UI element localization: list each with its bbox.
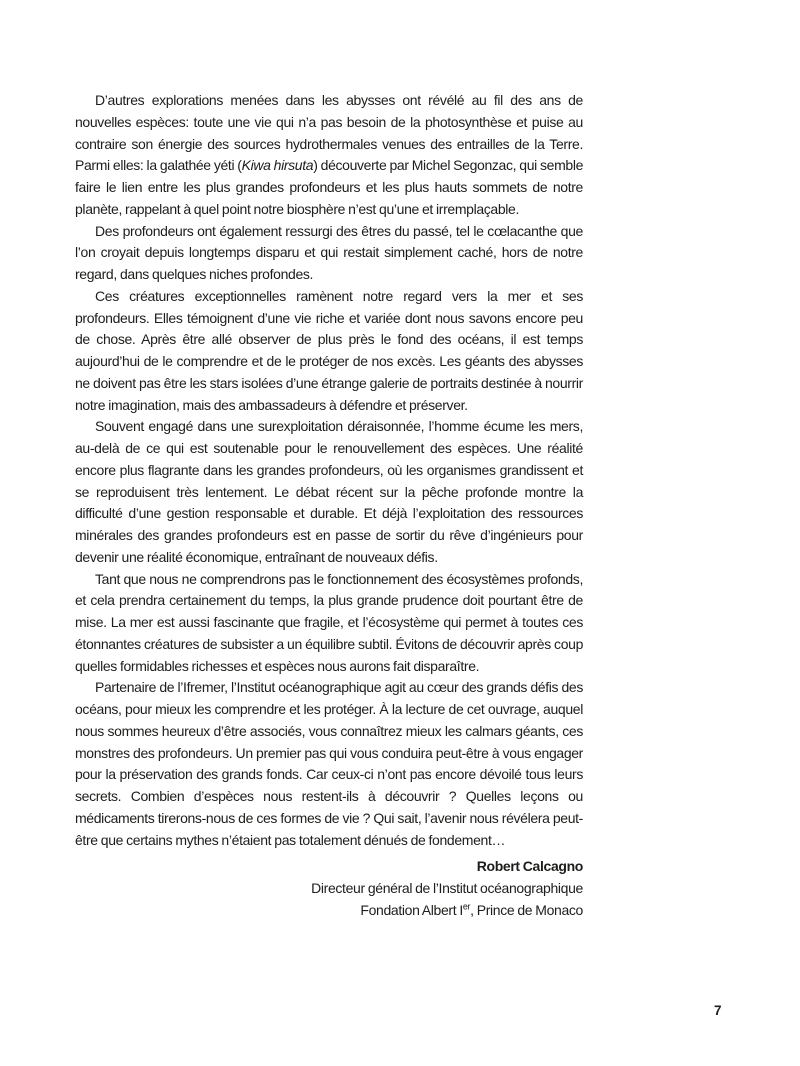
superscript-text: er: [462, 901, 471, 912]
paragraph: [75, 221, 583, 286]
paragraph: [75, 416, 583, 568]
text-run: Tant que nous ne comprendrons pas le fonctionnement des écosystèmes profonds, et cela prendra certainement du temps, la plus grande prudence doit pourtant être de mise. La mer est aussi fascinante que fragile, et l’écosystème qui permet à toutes ces étonnantes créatures de subsister a un équilibre subtil. Évitons de découvrir après coup quelles formidables richesses et espèces nous aurons fait disparaître.: [75, 570, 583, 674]
text-run: Souvent engagé dans une surexploitation déraisonnée, l’homme écume les mers, au-delà de ce qui est soutenable pour le renouvellement des espèces. Une réalité encore plus flagrante dans les grandes profondeurs, où les organismes grandissent et se reproduisent très lentement. Le débat récent sur la pêche profonde montre la difficulté d’une gestion responsable et durable. Et déjà l’exploitation des ressources minérales des grandes profondeurs est en passe de sortir du rêve d’ingénieurs pour devenir une réalité économique, entraînant de nouveaux défis.: [75, 418, 583, 565]
text-run: Des profondeurs ont également ressurgi des êtres du passé, tel le cœlacanthe que l’on croyait depuis longtemps disparu et qui restait simplement caché, hors de notre regard, dans quelques niches profondes.: [75, 222, 583, 282]
signature-block: [75, 856, 583, 921]
paragraph: [75, 90, 583, 221]
body-text: [75, 90, 583, 922]
text-run: Ces créatures exceptionnelles ramènent notre regard vers la mer et ses profondeurs. Elles témoignent d’une vie riche et variée dont nous savons encore peu de chose. Après être allé observer de plus près le fond des océans, il est temps aujourd’hui de le comprendre et de le protéger de nos excès. Les géants des abysses ne doivent pas être les stars isolées d’une étrange galerie de portraits destinée à nourrir notre imagination, mais des ambassadeurs à défendre et préserver.: [75, 287, 583, 413]
paragraph: [75, 286, 583, 417]
text-run: Robert Calcagno: [476, 858, 583, 875]
text-run: Partenaire de l’Ifremer, l’Institut océanographique agit au cœur des grands défis des océans, pour mieux les comprendre et les protéger. À la lecture de cet ouvrage, auquel nous sommes heureux d’être associés, vous connaîtrez mieux les calmars géants, ces monstres des profondeurs. Un premier pas qui vous conduira peut-être à vous engager pour la préservation des grands fonds. Car ceux-ci n’ont pas encore dévoilé tous leurs secrets. Combien d’espèces nous restent-ils à découvrir ? Quelles leçons ou médicaments tirerons-nous de ces formes de vie ? Qui sait, l’avenir nous révélera peut-être que certains mythes n’étaient pas totalement dénués de fondement…: [75, 679, 583, 848]
text-run: ) découverte par Michel Segonzac, qui semble faire le lien entre les plus grandes profondeurs et les plus hauts sommets de notre planète, rappelant à quel point notre biosphère n’est qu’une et irremplaçable.: [75, 157, 584, 217]
signature-foundation: [75, 900, 583, 922]
text-run: , Prince de Monaco: [470, 901, 583, 918]
italic-text: Kiwa hirsuta: [241, 157, 314, 174]
text-run: Fondation Albert I: [360, 901, 463, 918]
text-run: Directeur général de l’Institut océanographique: [311, 880, 583, 896]
signature-name: [75, 856, 583, 878]
page-number: 7: [714, 1003, 722, 1018]
paragraph: [75, 677, 583, 851]
signature-title: [75, 878, 583, 900]
text-run: D’autres explorations menées dans les abysses ont révélé au fil des ans de nouvelles espèces: toute une vie qui n’a pas besoin de la photosynthèse et puise au contraire son énergie des sources hydrothermales venues des entrailles de la Terre. Parmi elles: la galathée yéti (: [75, 92, 583, 174]
paragraph: [75, 569, 583, 678]
